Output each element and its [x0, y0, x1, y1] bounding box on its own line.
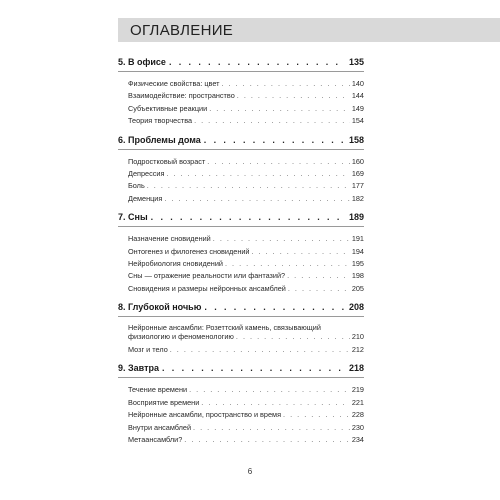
entry-page-number: 194	[351, 246, 364, 256]
dot-leader	[193, 422, 350, 434]
chapter-page-number: 158	[348, 134, 364, 145]
toc-entry	[128, 115, 364, 127]
chapter-divider	[118, 226, 364, 227]
toc-entry	[128, 193, 364, 205]
dot-leader	[237, 90, 350, 102]
entry-title-line1: Нейронные ансамбли: Розеттский камень, связывающий	[128, 323, 321, 333]
entry-page-number: 182	[351, 193, 364, 203]
entry-title: Депрессия	[128, 168, 165, 178]
dot-leader	[189, 384, 350, 396]
dot-leader	[252, 246, 350, 258]
entry-title: Теория творчества	[128, 116, 193, 126]
entry-page-number: 160	[351, 156, 364, 166]
dot-leader	[151, 211, 346, 223]
dot-leader	[204, 301, 346, 313]
toc-entry	[128, 168, 364, 180]
toc-entry	[128, 156, 364, 168]
dot-leader	[222, 78, 350, 90]
toc-entry	[128, 422, 364, 434]
entry-page-number: 205	[351, 283, 364, 293]
entry-page-number: 228	[351, 410, 364, 420]
dot-leader	[225, 258, 350, 270]
entry-page-number: 212	[351, 345, 364, 355]
dot-leader	[201, 397, 350, 409]
dot-leader	[209, 103, 350, 115]
chapter-page-number: 189	[348, 212, 364, 223]
table-of-contents	[118, 56, 364, 446]
chapter-heading	[118, 211, 364, 223]
entry-page-number: 198	[351, 271, 364, 281]
chapter-divider	[118, 316, 364, 317]
toc-entry	[128, 258, 364, 270]
entry-title: Мозг и тело	[128, 345, 168, 355]
chapter-title: 7. Сны	[118, 212, 148, 223]
chapter-heading	[118, 134, 364, 146]
dot-leader	[184, 434, 350, 446]
dot-leader	[204, 134, 346, 146]
entry-page-number: 154	[351, 116, 364, 126]
entry-title: Боль	[128, 181, 145, 191]
toc-entry	[128, 323, 364, 341]
dot-leader	[288, 283, 350, 295]
page-number: 6	[247, 467, 253, 476]
page-title: ОГЛАВЛЕНИЕ	[130, 22, 234, 39]
entry-title: Метаансамбли?	[128, 435, 183, 445]
entry-title-line2: физиологию и феноменологию	[128, 332, 234, 342]
entry-page-number: 177	[351, 181, 364, 191]
chapter-heading	[118, 301, 364, 313]
entry-page-number: 221	[351, 397, 364, 407]
entry-page-number: 219	[351, 385, 364, 395]
entry-title: Внутри ансамблей	[128, 422, 192, 432]
dot-leader	[164, 193, 350, 205]
dot-leader	[194, 115, 350, 127]
entry-title: Нейронные ансамбли, пространство и время	[128, 410, 282, 420]
entry-page-number: 149	[351, 103, 364, 113]
entry-title: Сновидения и размеры нейронных ансамблей	[128, 283, 286, 293]
chapter-page-number: 135	[348, 57, 364, 67]
entry-page-number: 234	[351, 435, 364, 445]
chapter-page-number: 208	[348, 302, 364, 313]
toc-entry	[128, 180, 364, 192]
toc-entry	[128, 78, 364, 90]
dot-leader	[207, 156, 350, 168]
chapter-title: 6. Проблемы дома	[118, 134, 201, 145]
entry-page-number: 140	[351, 79, 364, 88]
entry-title: Онтогенез и филогенез сновидений	[128, 246, 250, 256]
chapter-title: 9. Завтра	[118, 363, 159, 374]
chapter-heading	[118, 362, 364, 374]
entry-page-number: 191	[351, 234, 364, 244]
entry-page-number: 169	[351, 168, 364, 178]
dot-leader	[213, 233, 350, 245]
dot-leader	[287, 270, 350, 282]
entry-title: Деменция	[128, 193, 163, 203]
toc-entry	[128, 344, 364, 356]
entry-title: Течение времени	[128, 385, 188, 395]
toc-entry	[128, 233, 364, 245]
dot-leader	[283, 409, 350, 421]
entry-page-number: 144	[351, 91, 364, 101]
chapter-divider	[118, 377, 364, 378]
dot-leader	[162, 362, 346, 374]
entry-title: Нейробиология сновидений	[128, 258, 223, 268]
toc-entry	[128, 384, 364, 396]
entry-title: Восприятие времени	[128, 397, 200, 407]
entry-page-number: 230	[351, 422, 364, 432]
entry-title: Субъективные реакции	[128, 103, 208, 113]
toc-entry	[128, 246, 364, 258]
dot-leader	[166, 168, 349, 180]
dot-leader	[236, 332, 350, 341]
entry-title: Подростковый возраст	[128, 156, 206, 166]
chapter-title: 8. Глубокой ночью	[118, 302, 202, 313]
dot-leader	[170, 344, 350, 356]
entry-page-number: 195	[351, 258, 364, 268]
chapter-heading	[118, 56, 364, 68]
entry-title: Сны — отражение реальности или фантазий?	[128, 271, 286, 281]
entry-title: Взаимодействие: пространство	[128, 91, 235, 101]
entry-title: Назначение сновидений	[128, 234, 211, 244]
toc-entry	[128, 270, 364, 282]
toc-entry	[128, 434, 364, 446]
chapter-page-number: 218	[348, 363, 364, 374]
dot-leader	[169, 56, 346, 68]
toc-entry	[128, 103, 364, 115]
toc-entry	[128, 397, 364, 409]
toc-entry	[128, 90, 364, 102]
entry-title: Физические свойства: цвет	[128, 79, 220, 88]
chapter-divider	[118, 71, 364, 72]
toc-entry	[128, 409, 364, 421]
entry-page-number: 210	[351, 332, 364, 342]
dot-leader	[147, 180, 350, 192]
toc-entry	[128, 283, 364, 295]
chapter-divider	[118, 149, 364, 150]
chapter-title: 5. В офисе	[118, 57, 166, 67]
